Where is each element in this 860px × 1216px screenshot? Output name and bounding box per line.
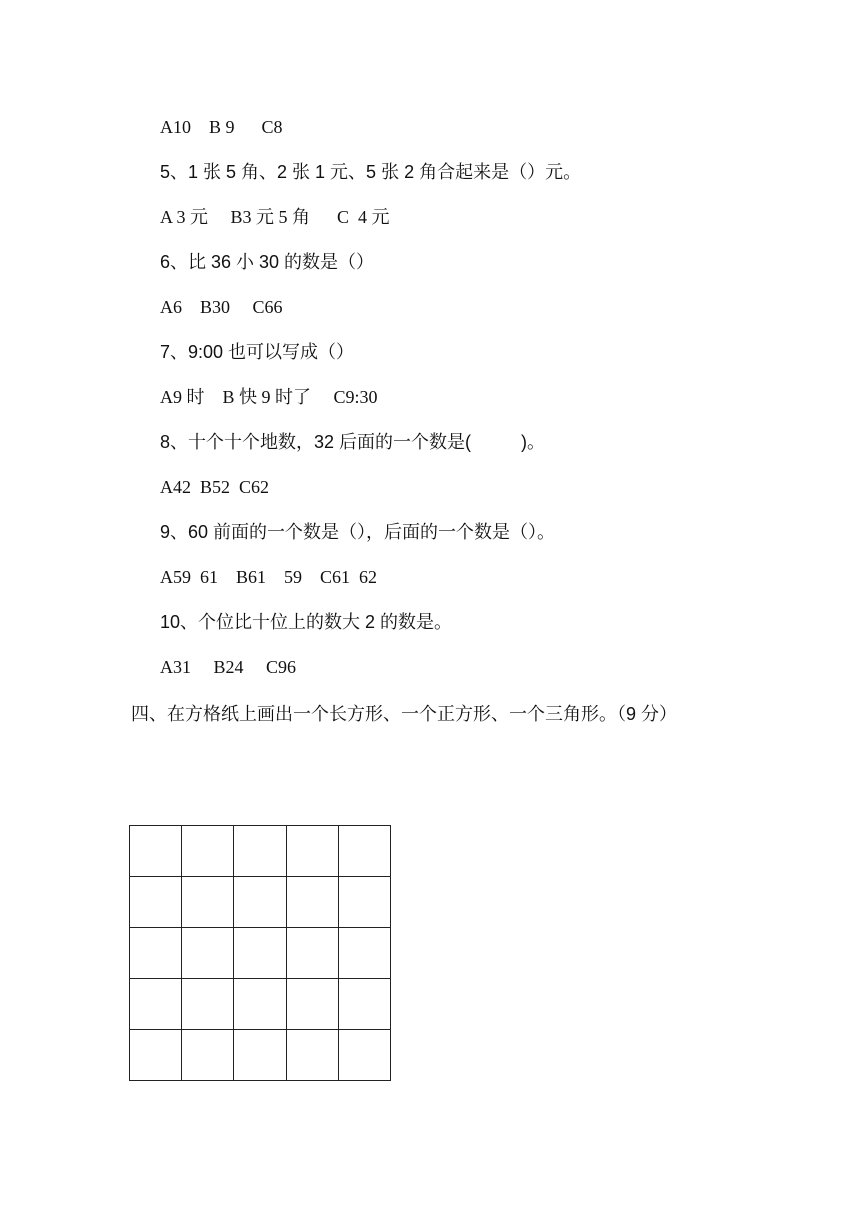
grid-cell bbox=[130, 877, 182, 928]
grid-cell bbox=[182, 826, 234, 877]
section-4-heading: 四、在方格纸上画出一个长方形、一个正方形、一个三角形。（9 分） bbox=[131, 704, 678, 724]
grid-cell bbox=[287, 1030, 339, 1081]
q4-options: A10 B 9 C8 bbox=[160, 117, 283, 137]
grid-cell bbox=[234, 979, 286, 1030]
q7-options: A9 时 B 快 9 时了 C9:30 bbox=[160, 387, 378, 407]
grid-cell bbox=[130, 826, 182, 877]
question-9: 9、60 前面的一个数是（），后面的一个数是（）。 bbox=[160, 522, 556, 542]
grid-cell bbox=[182, 979, 234, 1030]
grid-cell bbox=[339, 877, 391, 928]
question-10: 10、个位比十位上的数大 2 的数是。 bbox=[160, 612, 453, 632]
grid-cell bbox=[234, 1030, 286, 1081]
grid-cell bbox=[234, 877, 286, 928]
grid-cell bbox=[234, 928, 286, 979]
question-5: 5、1 张 5 角、2 张 1 元、5 张 2 角合起来是（）元。 bbox=[160, 162, 582, 182]
grid-cell bbox=[339, 1030, 391, 1081]
q9-options: A59 61 B61 59 C61 62 bbox=[160, 567, 378, 587]
square-grid-paper bbox=[129, 825, 391, 1081]
question-6: 6、比 36 小 30 的数是（） bbox=[160, 252, 375, 272]
grid-cell bbox=[182, 928, 234, 979]
question-7: 7、9:00 也可以写成（） bbox=[160, 342, 355, 362]
grid-cell bbox=[339, 928, 391, 979]
question-8: 8、十个十个地数，32 后面的一个数是( )。 bbox=[160, 432, 546, 452]
grid-cell bbox=[130, 928, 182, 979]
grid-cell bbox=[182, 1030, 234, 1081]
grid-cell bbox=[287, 979, 339, 1030]
grid-cell bbox=[182, 877, 234, 928]
grid-cell bbox=[130, 979, 182, 1030]
grid-cell bbox=[287, 928, 339, 979]
grid-cell bbox=[287, 826, 339, 877]
grid-cell bbox=[339, 979, 391, 1030]
grid-cell bbox=[234, 826, 286, 877]
grid-cell bbox=[130, 1030, 182, 1081]
grid-cell bbox=[339, 826, 391, 877]
grid-cell bbox=[287, 877, 339, 928]
q5-options: A 3 元 B3 元 5 角 C 4 元 bbox=[160, 207, 390, 227]
q8-options: A42 B52 C62 bbox=[160, 477, 270, 497]
q6-options: A6 B30 C66 bbox=[160, 297, 283, 317]
q10-options: A31 B24 C96 bbox=[160, 657, 297, 677]
